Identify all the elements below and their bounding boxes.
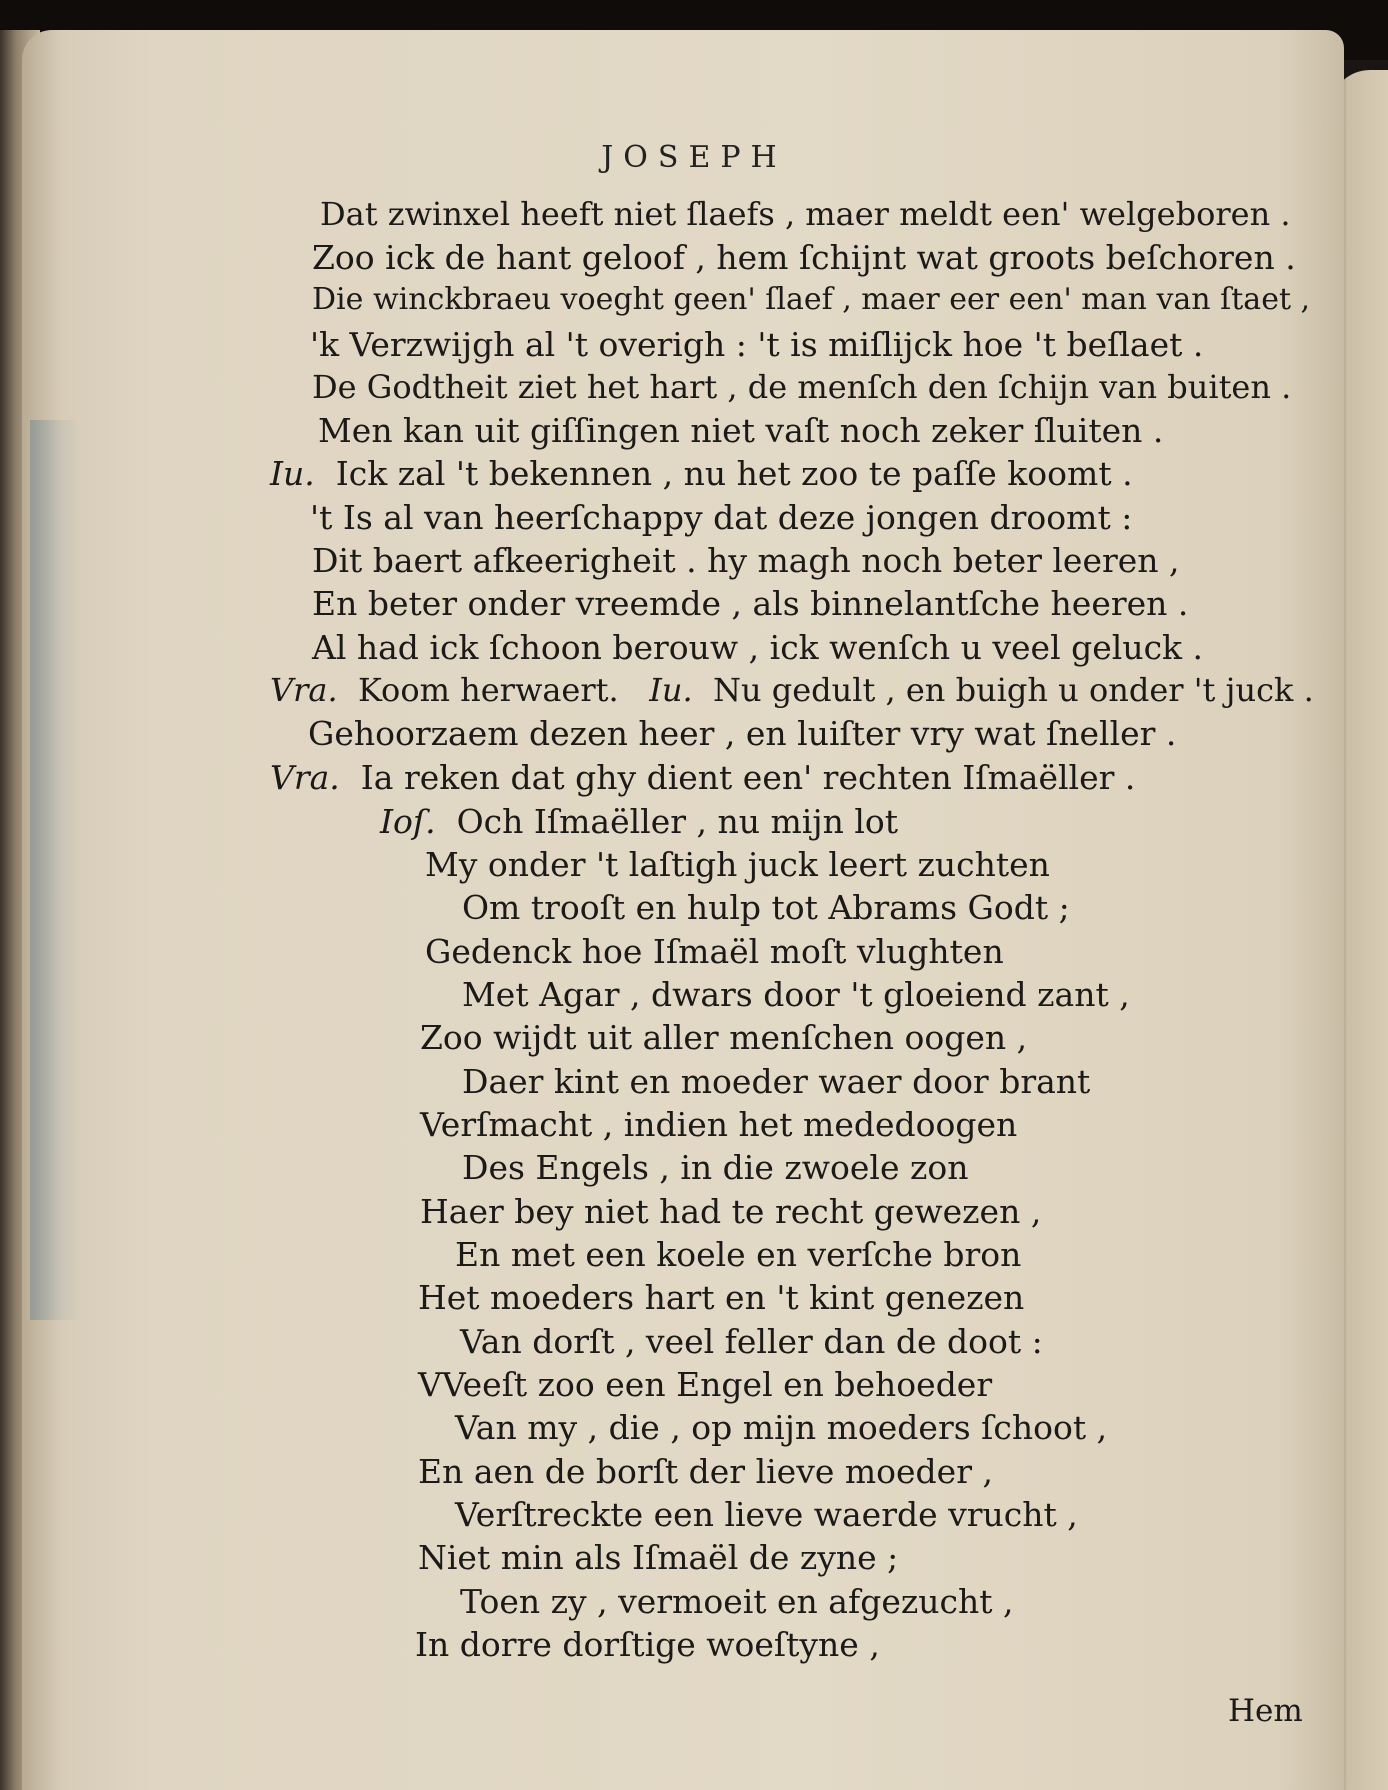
verse-text: En met een koele en verſche bron <box>455 1235 1022 1274</box>
verse-line <box>312 282 1310 317</box>
verse-line <box>270 454 1133 493</box>
speaker-label: Iu. <box>649 671 693 709</box>
verse-text: En beter onder vreemde , als binnelantſche heeren . <box>312 584 1189 623</box>
verse-text: Die winckbraeu voeght geen' ſlaef , maer eer een' man van ſtaet , <box>312 282 1311 317</box>
verse-text: Zoo wijdt uit aller menſchen oogen , <box>420 1018 1028 1057</box>
verse-text: Zoo ick de hant geloof , hem ſchijnt wat groots beſchoren . <box>312 238 1296 277</box>
verse-text: Ia reken dat ghy dient een' rechten Iſmaëller . <box>360 758 1136 797</box>
verse-line <box>380 802 898 841</box>
verse-text: Koom herwaert. <box>358 671 619 709</box>
verse-line <box>418 1365 992 1404</box>
verse-line <box>415 1625 880 1664</box>
speaker-label: Iu. <box>270 454 315 493</box>
verse-text: Met Agar , dwars door 't gloeiend zant , <box>462 975 1130 1014</box>
verse-line <box>425 932 1004 971</box>
verse-line <box>312 584 1188 623</box>
verse-line <box>310 498 1132 537</box>
verse-line <box>320 195 1291 233</box>
verse-text: Men kan uit giſſingen niet vaſt noch zeker ſluiten . <box>318 411 1164 450</box>
verse-line <box>318 411 1163 450</box>
verse-line <box>312 368 1291 406</box>
verse-text: Och Iſmaëller , nu mijn lot <box>456 802 899 841</box>
verse-line <box>270 758 1135 797</box>
verse-line <box>460 1322 1043 1361</box>
speaker-label: Vra. <box>270 758 340 797</box>
verse-line <box>312 628 1203 667</box>
verse-line <box>312 541 1180 580</box>
verse-text: Haer bey niet had te recht gewezen , <box>420 1192 1042 1231</box>
verse-text: Niet min als Iſmaël de zyne ; <box>418 1538 899 1577</box>
catchword: Hem <box>1228 1693 1303 1729</box>
verse-line <box>455 1495 1078 1534</box>
verse-line <box>462 1062 1090 1101</box>
running-head: JOSEPH <box>601 140 787 175</box>
verse-text: Verſtreckte een lieve waerde vrucht , <box>455 1495 1078 1534</box>
verse-line <box>462 1148 968 1187</box>
verse-text: Ick zal 't bekennen , nu het zoo te paſſe koomt . <box>335 454 1133 493</box>
verse-text: 'k Verzwijgh al 't overigh : 't is miſlijck hoe 't beſlaet . <box>310 325 1204 364</box>
verse-text: Des Engels , in die zwoele zon <box>462 1148 969 1187</box>
verse-line <box>310 325 1203 364</box>
verse-text: My onder 't laſtigh juck leert zuchten <box>425 845 1050 884</box>
verse-text: Het moeders hart en 't kint genezen <box>418 1278 1025 1317</box>
verse-text: Gehoorzaem dezen heer , en luiſter vry wat ſneller . <box>308 714 1177 753</box>
verse-line <box>455 1408 1107 1447</box>
verse-text: Verſmacht , indien het mededoogen <box>420 1105 1018 1144</box>
verse-text: Gedenck hoe Iſmaël moſt vlughten <box>425 932 1004 971</box>
verse-line <box>308 714 1176 753</box>
verse-text: In dorre dorſtige woeſtyne , <box>415 1625 880 1664</box>
verse-line <box>460 1582 1013 1621</box>
verse-text: Dat zwinxel heeft niet ſlaefs , maer meldt een' welgeboren . <box>320 195 1291 233</box>
speaker-label: Ioſ. <box>380 802 436 841</box>
verse-text: En aen de borſt der lieve moeder , <box>418 1452 993 1491</box>
verse-line <box>270 671 1314 709</box>
verse-line <box>420 1192 1041 1231</box>
verse-text: VVeeſt zoo een Engel en behoeder <box>418 1365 993 1404</box>
verse-text: Daer kint en moeder waer door brant <box>462 1062 1091 1101</box>
verse-line <box>418 1278 1024 1317</box>
verse-line <box>462 975 1130 1014</box>
verse-line <box>420 1105 1017 1144</box>
verse-line <box>418 1452 993 1491</box>
verse-line <box>418 1538 898 1577</box>
verse-text: Nu gedult , en buigh u onder 't juck . <box>712 671 1314 709</box>
verse-line <box>462 888 1070 927</box>
verse-text: Om trooſt en hulp tot Abrams Godt ; <box>462 888 1070 927</box>
verse-text: De Godtheit ziet het hart , de menſch den ſchijn van buiten . <box>312 368 1292 406</box>
verse-text: 't Is al van heerſchappy dat deze jongen droomt : <box>310 498 1133 537</box>
verse-text: Dit baert afkeerigheit . hy magh noch beter leeren , <box>312 541 1180 580</box>
page-stain <box>30 420 80 1320</box>
verse-line <box>425 845 1050 884</box>
verse-line <box>455 1235 1021 1274</box>
speaker-label: Vra. <box>270 671 338 709</box>
verse-text: Toen zy , vermoeit en afgezucht , <box>460 1582 1014 1621</box>
verse-text: Van dorſt , veel feller dan de doot : <box>460 1322 1043 1361</box>
verse-text: Van my , die , op mijn moeders ſchoot , <box>455 1408 1108 1447</box>
verse-line <box>312 238 1296 277</box>
verse-line <box>420 1018 1027 1057</box>
verse-text: Al had ick ſchoon berouw , ick wenſch u veel geluck . <box>312 628 1204 667</box>
